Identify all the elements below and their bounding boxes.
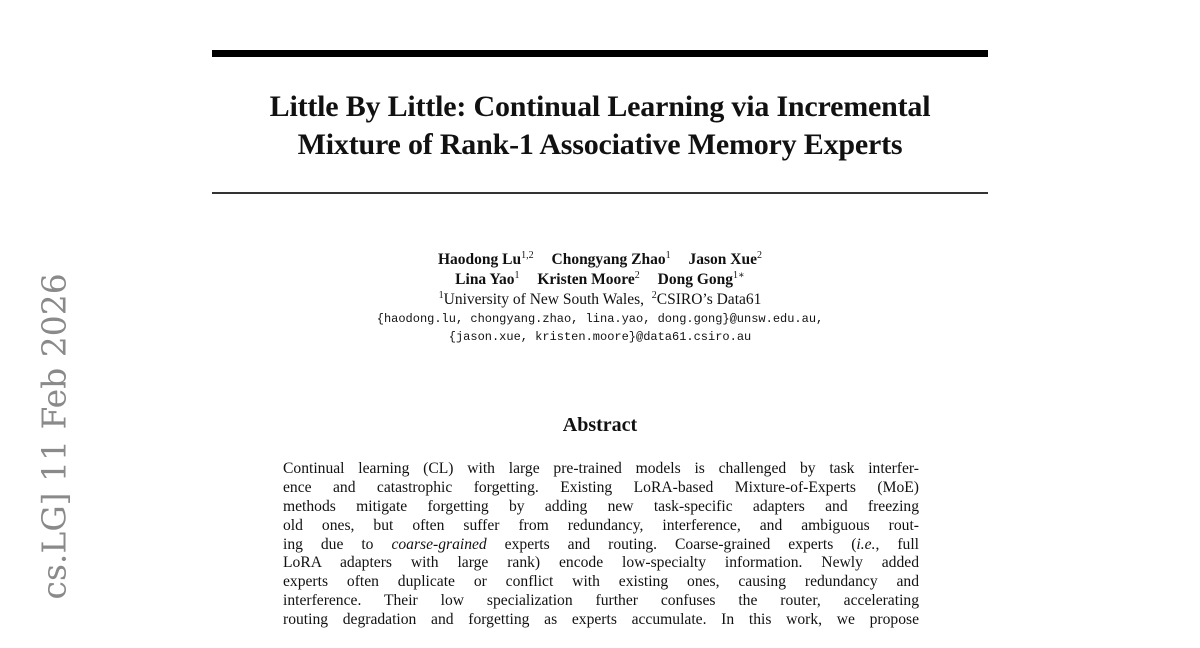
author-affil-mark: 1∗	[733, 270, 745, 281]
abstract-line: Continual learning (CL) with large pre-trained models is challenged by task interfer-	[283, 460, 919, 477]
email-line-1: {haodong.lu, chongyang.zhao, lina.yao, dong.gong}@unsw.edu.au,	[376, 312, 824, 326]
author-affil-mark: 2	[757, 250, 762, 261]
author-name: Dong Gong	[657, 271, 734, 288]
author-name: Jason Xue	[688, 251, 757, 268]
title-line-2: Mixture of Rank-1 Associative Memory Experts	[297, 128, 903, 161]
abstract-line: LoRA adapters with large rank) encode low-specialty information. Newly added	[283, 554, 919, 572]
author-row-1	[212, 250, 988, 270]
abstract-text: experts and routing. Coarse-grained experts (	[486, 535, 857, 553]
abstract-line: interference. Their low specialization further confuses the router, accelerating	[283, 592, 919, 610]
abstract-line: old ones, but often suffer from redundancy, interference, and ambiguous rout-	[283, 516, 919, 534]
title-line-1: Little By Little: Continual Learning via Incremental	[269, 90, 931, 123]
author-affil-mark: 1,2	[521, 250, 534, 261]
affiliation-name: CSIRO’s Data61	[656, 291, 762, 308]
abstract-text: ing due to	[283, 535, 392, 553]
abstract-line: routing degradation and forgetting as experts accumulate. In this work, we propose	[283, 611, 919, 629]
author-row-2	[212, 270, 988, 290]
author-affil-mark: 1	[514, 270, 520, 281]
abstract-line	[283, 536, 919, 555]
author-block	[212, 250, 988, 346]
author-affil-mark: 2	[634, 270, 640, 281]
author-name: Chongyang Zhao	[551, 251, 666, 268]
title-bottom-rule	[212, 192, 988, 194]
abstract-line: experts often duplicate or conflict with existing ones, causing redundancy and	[283, 573, 919, 591]
author-name: Kristen Moore	[537, 271, 635, 288]
abstract-body	[283, 460, 919, 630]
arxiv-stamp: cs.LG] 11 Feb 2026	[34, 273, 74, 600]
emails	[212, 310, 988, 346]
abstract-emphasis: coarse-grained	[391, 535, 487, 553]
affiliations	[212, 290, 988, 310]
abstract-line: methods mitigate forgetting by adding new task-specific adapters and freezing	[283, 497, 919, 515]
author-name: Lina Yao	[455, 271, 515, 288]
affil-mark: 2	[651, 290, 657, 301]
paper-title	[212, 88, 988, 164]
affil-mark: 1	[438, 290, 444, 301]
abstract-text: , full	[875, 535, 919, 553]
title-top-rule	[212, 50, 988, 57]
author-name: Haodong Lu	[437, 251, 522, 268]
abstract-line: ence and catastrophic forgetting. Existing LoRA-based Mixture-of-Experts (MoE)	[283, 478, 919, 496]
email-line-2: {jason.xue, kristen.moore}@data61.csiro.au	[448, 330, 752, 344]
abstract-heading: Abstract	[562, 414, 638, 436]
affiliation-name: University of New South Wales,	[443, 291, 644, 308]
abstract-emphasis: i.e.	[856, 535, 876, 553]
author-affil-mark: 1	[665, 250, 671, 261]
